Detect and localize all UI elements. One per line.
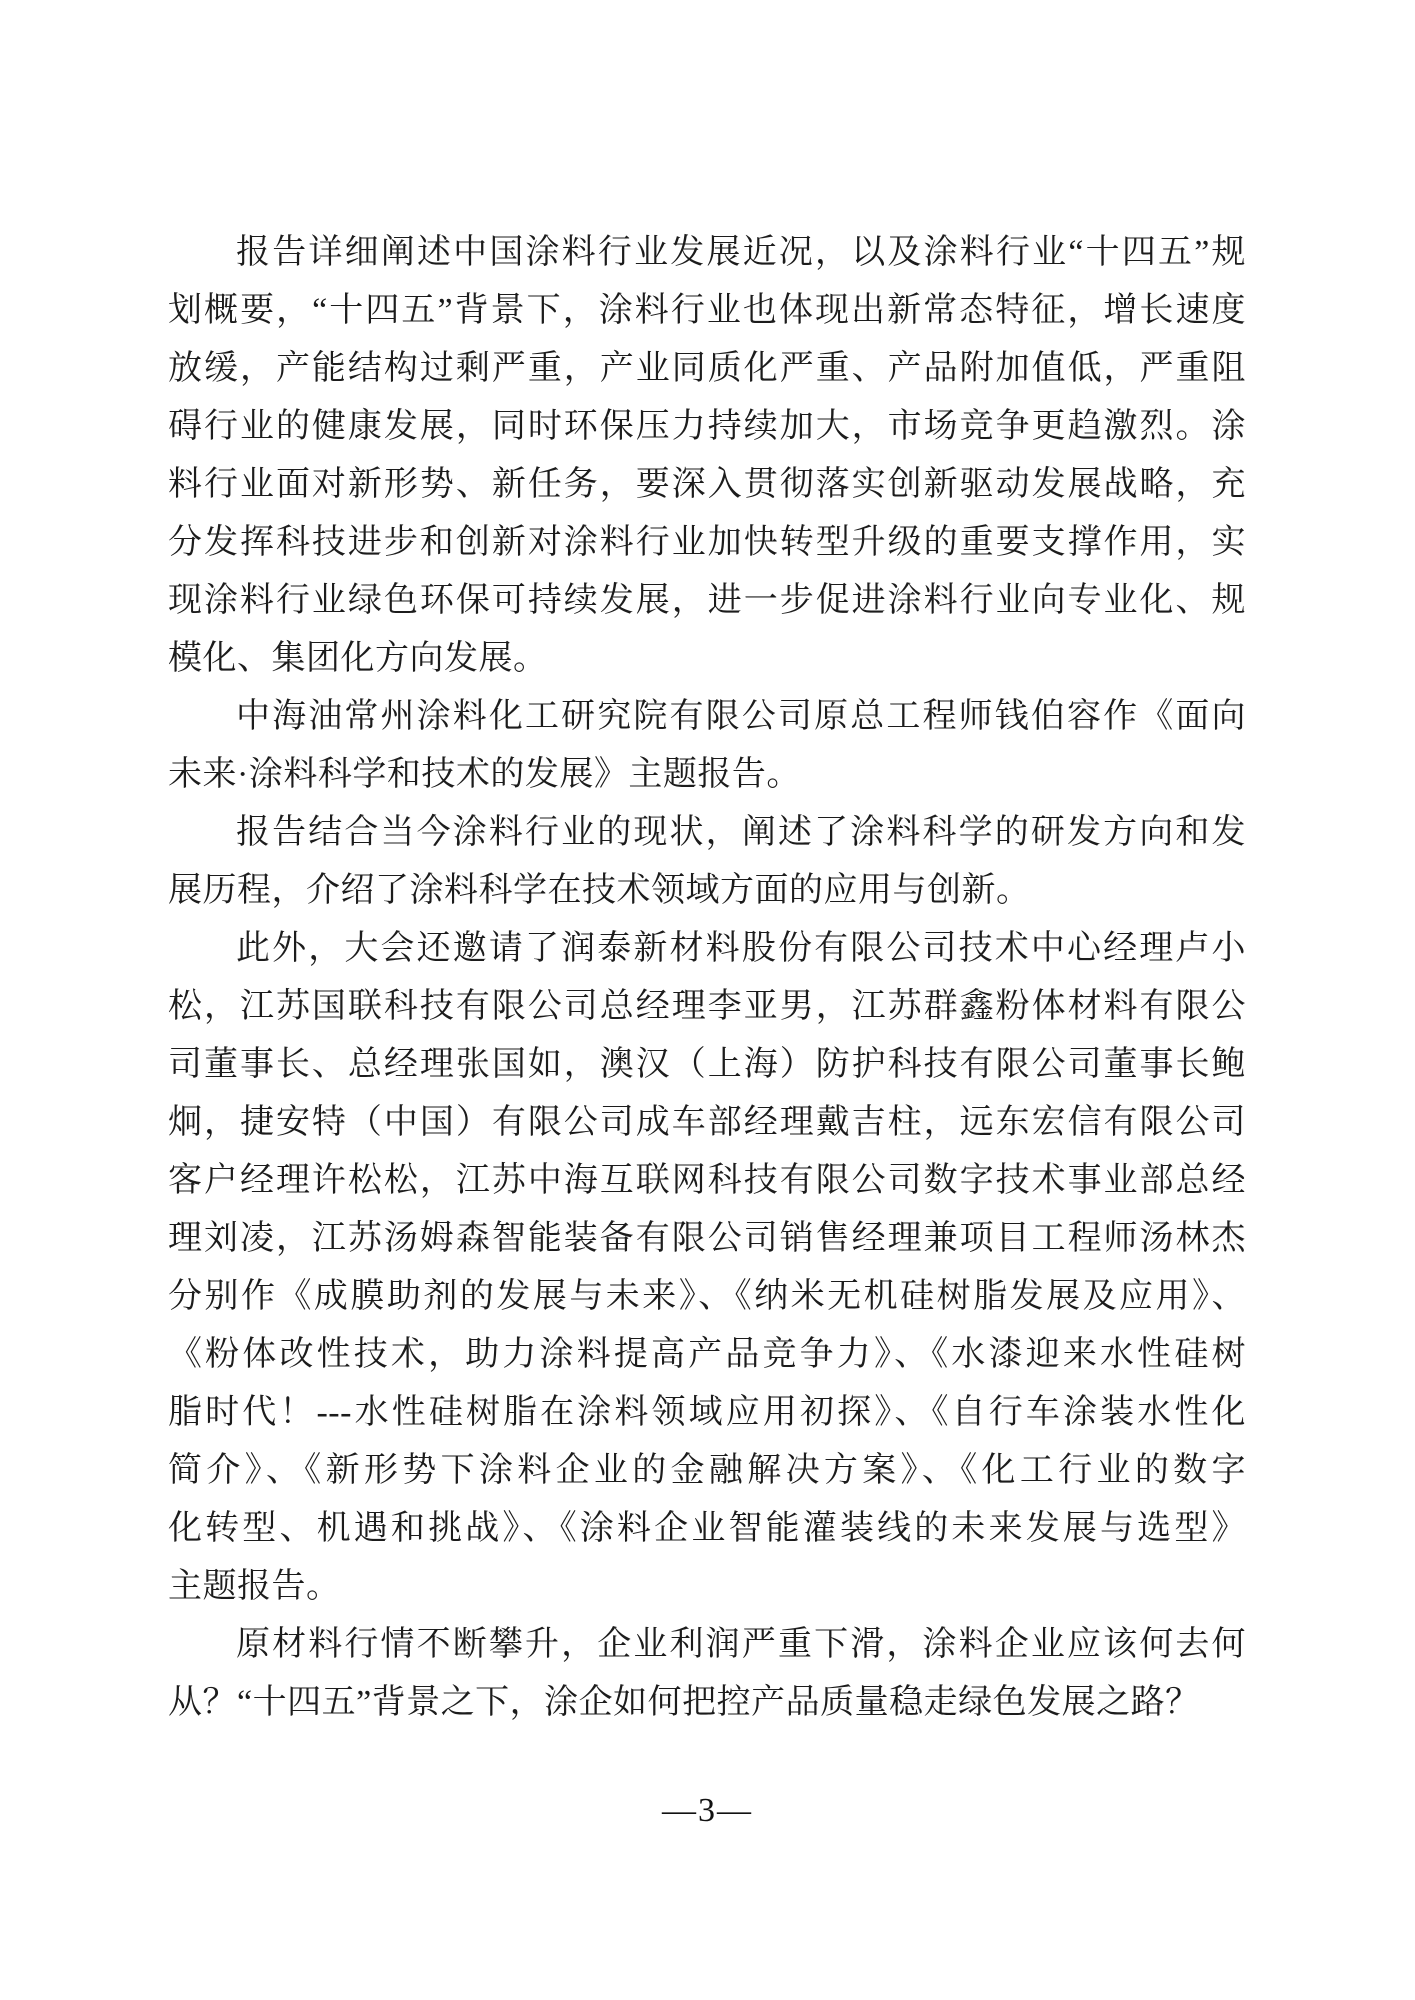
text-line: 炯，捷安特（中国）有限公司成车部经理戴吉柱，远东宏信有限公司 — [168, 1104, 1246, 1141]
text-line: 简介》、《新形势下涂料企业的金融解决方案》、《化工行业的数字 — [168, 1452, 1246, 1489]
text-line: 从？“十四五”背景之下，涂企如何把控产品质量稳走绿色发展之路？ — [168, 1684, 1200, 1721]
text-line: 客户经理许松松，江苏中海互联网科技有限公司数字技术事业部总经 — [168, 1162, 1246, 1199]
paragraph — [168, 804, 1246, 920]
document-body — [168, 224, 1246, 1732]
text-line: 放缓，产能结构过剩严重，产业同质化严重、产品附加值低，严重阻 — [168, 350, 1246, 387]
page-number: —3— — [662, 1792, 753, 1829]
text-line: 报告详细阐述中国涂料行业发展近况，以及涂料行业“十四五”规 — [236, 234, 1246, 271]
text-line: 松，江苏国联科技有限公司总经理李亚男，江苏群鑫粉体材料有限公 — [168, 988, 1246, 1025]
paragraph — [168, 920, 1246, 1616]
text-line: 分别作《成膜助剂的发展与未来》、《纳米无机硅树脂发展及应用》、 — [168, 1278, 1246, 1315]
text-line: 脂时代！---水性硅树脂在涂料领域应用初探》、《自行车涂装水性化 — [168, 1394, 1246, 1431]
text-line: 现涂料行业绿色环保可持续发展，进一步促进涂料行业向专业化、规 — [168, 582, 1246, 619]
text-line: 原材料行情不断攀升，企业利润严重下滑，涂料企业应该何去何 — [236, 1626, 1246, 1663]
text-line: 中海油常州涂料化工研究院有限公司原总工程师钱伯容作《面向 — [236, 698, 1246, 735]
text-line: 此外，大会还邀请了润泰新材料股份有限公司技术中心经理卢小 — [236, 930, 1246, 967]
paragraph — [168, 1616, 1246, 1732]
text-line: 料行业面对新形势、新任务，要深入贯彻落实创新驱动发展战略，充 — [168, 466, 1246, 503]
paragraph — [168, 224, 1246, 688]
text-line: 化转型、机遇和挑战》、《涂料企业智能灌装线的未来发展与选型》 — [168, 1510, 1246, 1547]
text-line: 司董事长、总经理张国如，澳汉（上海）防护科技有限公司董事长鲍 — [168, 1046, 1246, 1083]
text-line: 模化、集团化方向发展。 — [168, 640, 548, 677]
text-line: 分发挥科技进步和创新对涂料行业加快转型升级的重要支撑作用，实 — [168, 524, 1246, 561]
text-line: 报告结合当今涂料行业的现状，阐述了涂料科学的研发方向和发 — [236, 814, 1246, 851]
text-line: 理刘凌，江苏汤姆森智能装备有限公司销售经理兼项目工程师汤林杰 — [168, 1220, 1246, 1257]
text-line: 划概要，“十四五”背景下，涂料行业也体现出新常态特征，增长速度 — [168, 292, 1246, 329]
text-line: 《粉体改性技术，助力涂料提高产品竞争力》、《水漆迎来水性硅树 — [168, 1336, 1246, 1373]
text-line: 主题报告。 — [168, 1568, 341, 1605]
paragraph — [168, 688, 1246, 804]
text-line: 未来·涂料科学和技术的发展》主题报告。 — [168, 756, 801, 793]
text-line: 展历程，介绍了涂料科学在技术领域方面的应用与创新。 — [168, 872, 1031, 909]
text-line: 碍行业的健康发展，同时环保压力持续加大，市场竞争更趋激烈。涂 — [168, 408, 1246, 445]
